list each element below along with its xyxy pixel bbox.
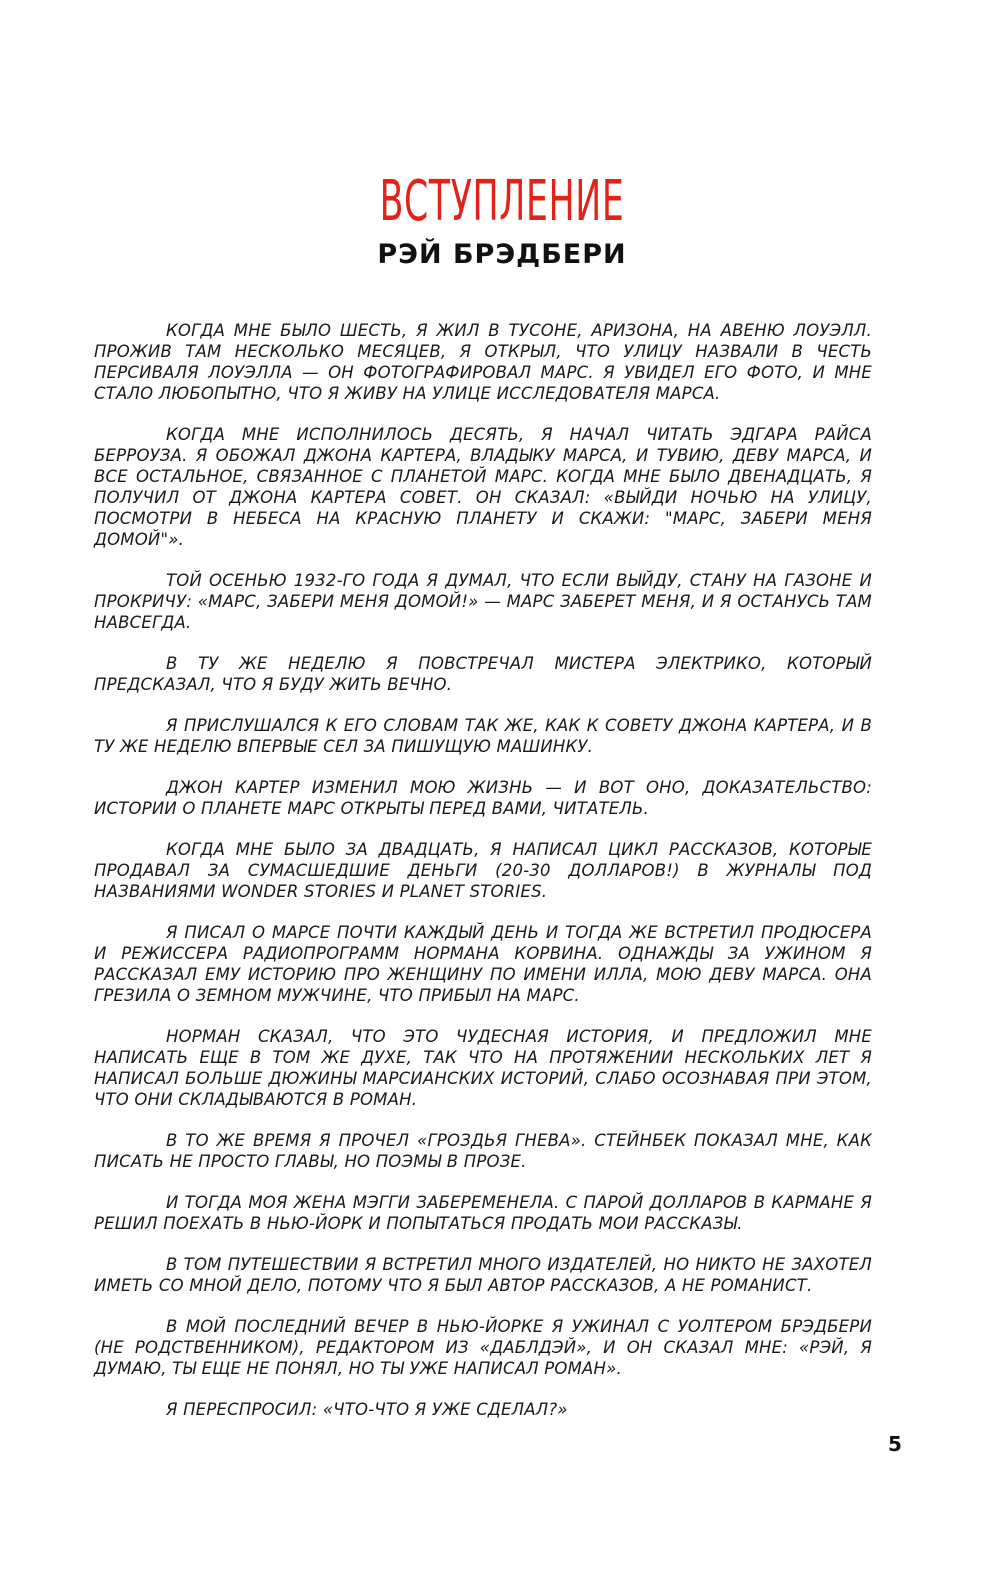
article-body [94,320,872,1440]
paragraph: ТОЙ ОСЕНЬЮ 1932-ГО ГОДА Я ДУМАЛ, ЧТО ЕСЛИ ВЫЙДУ, СТАНУ НА ГАЗОНЕ И ПРОКРИЧУ: «МАРС, ЗАБЕРИ МЕНЯ ДОМОЙ!» — МАРС ЗАБЕРЕТ МЕНЯ, И Я ОСТАНУСЬ ТАМ НАВСЕГДА. [94,571,872,632]
paragraph: В ТУ ЖЕ НЕДЕЛЮ Я ПОВСТРЕЧАЛ МИСТЕРА ЭЛЕКТРИКО, КОТОРЫЙ ПРЕДСКАЗАЛ, ЧТО Я БУДУ ЖИТЬ ВЕЧНО. [94,654,872,694]
paragraph-text: КОГДА МНЕ БЫЛО ЗА ДВАДЦАТЬ, Я НАПИСАЛ ЦИКЛ РАССКАЗОВ, КОТОРЫЕ ПРОДАВАЛ ЗА СУМАСШЕДШИЕ ДЕНЬГИ (20-30 ДОЛЛАРОВ!) В ЖУРНАЛЫ ПОД НАЗВАНИЯМИ [94,840,872,901]
page-title: ВСТУПЛЕНИЕ [379,169,625,234]
paragraph: Я ПРИСЛУШАЛСЯ К ЕГО СЛОВАМ ТАК ЖЕ, КАК К СОВЕТУ ДЖОНА КАРТЕРА, И В ТУ ЖЕ НЕДЕЛЮ ВПЕРВЫЕ СЕЛ ЗА ПИШУЩУЮ МАШИНКУ. [94,716,872,756]
paragraph: В ТОМ ПУТЕШЕСТВИИ Я ВСТРЕТИЛ МНОГО ИЗДАТЕЛЕЙ, НО НИКТО НЕ ЗАХОТЕЛ ИМЕТЬ СО МНОЙ ДЕЛО, ПОТОМУ ЧТО Я БЫЛ АВТОР РАССКАЗОВ, А НЕ РОМАНИСТ. [94,1255,872,1295]
conjunction: И [381,882,395,901]
paragraph: Я ПИСАЛ О МАРСЕ ПОЧТИ КАЖДЫЙ ДЕНЬ И ТОГДА ЖЕ ВСТРЕТИЛ ПРОДЮСЕРА И РЕЖИССЕРА РАДИОПРОГРАММ НОРМАНА КОРВИНА. ОДНАЖДЫ ЗА УЖИНОМ Я РАССКАЗАЛ ЕМУ ИСТОРИЮ ПРО ЖЕНЩИНУ ПО ИМЕНИ ИЛЛА, МОЮ ДЕВУ МАРСА. ОНА ГРЕЗИЛА О ЗЕМНОМ МУЖЧИНЕ, ЧТО ПРИБЫЛ НА МАРС. [94,923,872,1005]
paragraph-magazines [94,839,872,902]
magazine-title: WONDER STORIES [221,882,377,901]
paragraph: ДЖОН КАРТЕР ИЗМЕНИЛ МОЮ ЖИЗНЬ — И ВОТ ОНО, ДОКАЗАТЕЛЬСТВО: ИСТОРИИ О ПЛАНЕТЕ МАРС ОТКРЫТЫ ПЕРЕД ВАМИ, ЧИТАТЕЛЬ. [94,778,872,818]
paragraph: КОГДА МНЕ БЫЛО ШЕСТЬ, Я ЖИЛ В ТУСОНЕ, АРИЗОНА, НА АВЕНЮ ЛОУЭЛЛ. ПРОЖИВ ТАМ НЕСКОЛЬКО МЕСЯЦЕВ, Я ОТКРЫЛ, ЧТО УЛИЦУ НАЗВАЛИ В ЧЕСТЬ ПЕРСИВАЛЯ ЛОУЭЛЛА — ОН ФОТОГРАФИРОВАЛ МАРС. Я УВИДЕЛ ЕГО ФОТО, И МНЕ СТАЛО ЛЮБОПЫТНО, ЧТО Я ЖИВУ НА УЛИЦЕ ИССЛЕДОВАТЕЛЯ МАРСА. [94,321,872,403]
paragraph: В МОЙ ПОСЛЕДНИЙ ВЕЧЕР В НЬЮ-ЙОРКЕ Я УЖИНАЛ С УОЛТЕРОМ БРЭДБЕРИ (НЕ РОДСТВЕННИКОМ), РЕДАКТОРОМ ИЗ «ДАБЛДЭЙ», И ОН СКАЗАЛ МНЕ: «РЭЙ, Я ДУМАЮ, ТЫ ЕЩЕ НЕ ПОНЯЛ, НО ТЫ УЖЕ НАПИСАЛ РОМАН». [94,1317,872,1378]
author-name: РЭЙ БРЭДБЕРИ [377,239,627,270]
paragraph: И ТОГДА МОЯ ЖЕНА МЭГГИ ЗАБЕРЕМЕНЕЛА. С ПАРОЙ ДОЛЛАРОВ В КАРМАНЕ Я РЕШИЛ ПОЕХАТЬ В НЬЮ-ЙОРК И ПОПЫТАТЬСЯ ПРОДАТЬ МОИ РАССКАЗЫ. [94,1193,872,1233]
paragraph: НОРМАН СКАЗАЛ, ЧТО ЭТО ЧУДЕСНАЯ ИСТОРИЯ, И ПРЕДЛОЖИЛ МНЕ НАПИСАТЬ ЕЩЕ В ТОМ ЖЕ ДУХЕ, ТАК ЧТО НА ПРОТЯЖЕНИИ НЕСКОЛЬКИХ ЛЕТ Я НАПИСАЛ БОЛЬШЕ ДЮЖИНЫ МАРСИАНСКИХ ИСТОРИЙ, СЛАБО ОСОЗНАВАЯ ПРИ ЭТОМ, ЧТО ОНИ СКЛАДЫВАЮТСЯ В РОМАН. [94,1027,872,1109]
paragraph: КОГДА МНЕ ИСПОЛНИЛОСЬ ДЕСЯТЬ, Я НАЧАЛ ЧИТАТЬ ЭДГАРА РАЙСА БЕРРОУЗА. Я ОБОЖАЛ ДЖОНА КАРТЕРА, ВЛАДЫКУ МАРСА, И ТУВИЮ, ДЕВУ МАРСА, И ВСЕ ОСТАЛЬНОЕ, СВЯЗАННОЕ С ПЛАНЕТОЙ МАРС. КОГДА МНЕ БЫЛО ДВЕНАДЦАТЬ, Я ПОЛУЧИЛ ОТ ДЖОНА КАРТЕРА СОВЕТ. ОН СКАЗАЛ: «ВЫЙДИ НОЧЬЮ НА УЛИЦУ, ПОСМОТРИ В НЕБЕСА НА КРАСНУЮ ПЛАНЕТУ И СКАЖИ: "МАРС, ЗАБЕРИ МЕНЯ ДОМОЙ"». [94,425,872,549]
page-number: 5 [888,1432,902,1456]
magazine-title: PLANET STORIES. [399,882,548,901]
paragraph: Я ПЕРЕСПРОСИЛ: «ЧТО-ЧТО Я УЖЕ СДЕЛАЛ?» [166,1400,568,1419]
paragraph: В ТО ЖЕ ВРЕМЯ Я ПРОЧЕЛ «ГРОЗДЬЯ ГНЕВА». СТЕЙНБЕК ПОКАЗАЛ МНЕ, КАК ПИСАТЬ НЕ ПРОСТО ГЛАВЫ, НО ПОЭМЫ В ПРОЗЕ. [94,1131,872,1171]
